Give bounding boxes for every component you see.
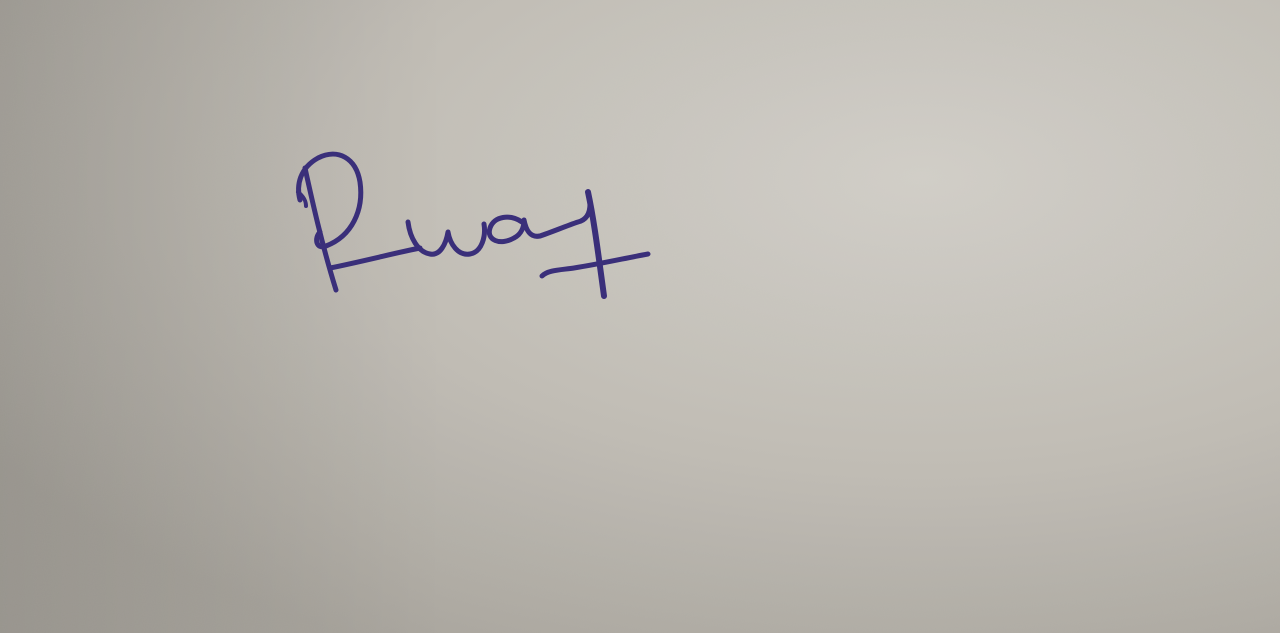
- signature-stroke-r-loop: [299, 154, 361, 247]
- signature-stroke-r-stem: [305, 168, 336, 290]
- signature-stroke-cross: [542, 254, 648, 276]
- signature-stroke-y-stem: [588, 192, 604, 296]
- signature-stroke-a: [489, 217, 540, 241]
- signature-stroke-baseline: [330, 248, 420, 268]
- signature-stroke-w: [408, 222, 484, 254]
- signature-stroke-y-arm: [540, 204, 590, 236]
